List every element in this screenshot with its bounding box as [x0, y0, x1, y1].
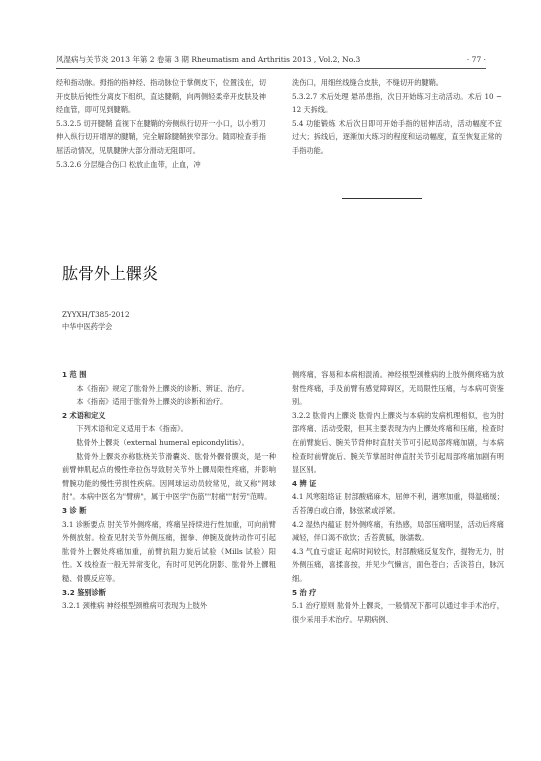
article-meta: [62, 309, 130, 333]
paragraph: 5.3.2.6 分层缝合伤口 松放止血带，止血，冲: [56, 159, 201, 169]
paragraph: 经和指动脉。拇指的指神经、指动脉位于掌侧皮下，位置浅在，切开皮肤后钝性分离皮下组织，直达腱鞘，向两侧轻柔牵开皮肤及神经血管，即可见到腱鞘。: [56, 78, 266, 115]
paragraph: 4.3 气血亏虚证 起病时间较长，肘部酸痛反复发作，提物无力，肘外侧压痛，喜揉喜按，并见少气懒言，面色苍白；舌淡苔白，脉沉细。: [292, 546, 504, 583]
running-header: [56, 52, 486, 69]
section-heading: 1 范 围: [62, 370, 87, 379]
column-bottom-left: [62, 368, 276, 613]
paragraph: 肱骨外上髁炎亦称肱桡关节滑囊炎、肱骨外髁骨膜炎，是一种前臂伸肌起点的慢性牵拉伤导致肘关节外上髁局限性疼痛，并影响臂腕功能的慢性劳损性疾病。因网球运动员较常见，故又称"网球肘"。本病中医名为"臂痹"，属于中医学"伤筋""肘痛""肘劳"范畴。: [62, 451, 276, 502]
paragraph: 3.1 诊断要点 肘关节外侧疼痛，疼痛呈持续进行性加重，可向前臂外侧放射。检查见肘关节外侧压痛，握拳、伸腕及旋转动作可引起肱骨外上髁处疼痛加重，前臂抗阻力旋后试验（Mills 试验）阳性。X 线检查一般无异常变化，有时可见钙化阴影、肱骨外上髁粗糙、骨膜反应等。: [62, 519, 276, 583]
paragraph: 5.1 治疗原则 肱骨外上髁炎，一般情况下都可以通过非手术治疗，很少采用手术治疗。早期病例、: [292, 601, 504, 624]
section-heading: 5 治 疗: [292, 587, 317, 597]
paragraph: 洗伤口，用细丝线缝合皮肤，不缝切开的腱鞘。: [292, 78, 443, 87]
paragraph: 下列术语和定义适用于本《指南》。: [76, 424, 188, 434]
paragraph: 3.2.1 颈椎病 神经根型颈椎病可表现为上肢外: [62, 601, 208, 611]
section-heading: 2 术语和定义: [62, 410, 106, 420]
paragraph: 5.3.2.5 切开腱鞘 直视下在腱鞘的旁侧纵行切开一小口，以小剪刀伸入纵行切开增厚的腱鞘，完全解除腱鞘狭窄部分。随即检查手指屈活动情况，见肌腱肿大部分滑动无阻即可。: [56, 118, 266, 155]
paragraph: 肱骨外上髁炎（external humeral epicondylitis）。: [76, 437, 249, 447]
paragraph: 3.2.2 肱骨内上髁炎 肱骨内上髁炎与本病的发病机理相似，也为肘部疼痛、活动受限，但其主要表现为内上髁处疼痛和压痛，检查时在前臂旋后、腕关节背伸时直肘关节可引起局部疼痛加剧，与本病检查时前臂旋后、腕关节掌屈时伸直肘关节引起局部疼痛加剧有明显区别。: [292, 410, 504, 475]
paragraph: 本《指南》规定了肱骨外上髁炎的诊断、辨证、治疗。: [76, 383, 249, 393]
article-title: 肱骨外上髁炎: [62, 264, 159, 283]
column-bottom-right: [292, 368, 504, 626]
section-heading: 3.2 鉴别诊断: [62, 587, 106, 597]
paragraph: 5.4 功能锻炼 术后次日即可开始手指的屈伸活动，活动幅度不宜过大；拆线后，逐渐加大练习的程度和运动幅度，直至恢复正常的手指功能。: [292, 118, 502, 155]
column-top-right: [292, 76, 502, 158]
page-number: · 77 ·: [466, 55, 486, 64]
section-heading: 3 诊 断: [62, 505, 87, 515]
paragraph: 4.1 风寒阻络证 肘部酸痛麻木，屈伸不利，遇寒加重，得温痛缓；舌苔薄白或白滑，脉弦紧或浮紧。: [292, 492, 504, 515]
journal-citation: 风湿病与关节炎 2013 年第 2 卷第 3 期 Rheumatism and Arthritis 2013 , Vol.2, No.3: [56, 55, 361, 64]
issuing-organization: 中华中医药学会: [62, 322, 113, 331]
paragraph: 4.2 湿热内蕴证 肘外侧疼痛，有热感，局部压痛明显，活动后疼痛减轻，伴口渴不欲饮；舌苔黄腻，脉濡数。: [292, 519, 504, 543]
section-end-rule: [342, 198, 422, 199]
paragraph: 侧疼痛，容易和本病相混淆。神经根型颈椎病的上肢外侧疼痛为放射性疼痛，手及前臂有感觉障碍区，无局限性压痛，与本病可资鉴别。: [292, 370, 504, 407]
paragraph: 5.3.2.7 术后处理 悬吊患指，次日开始练习主动活动。术后 10 ~ 12 天拆线。: [292, 91, 502, 115]
section-heading: 4 辨 证: [292, 478, 317, 488]
paragraph: 本《指南》适用于肱骨外上髁炎的诊断和治疗。: [76, 397, 228, 407]
column-top-left: [56, 76, 266, 171]
standard-code: ZYYXH/T385-2012: [62, 310, 130, 319]
